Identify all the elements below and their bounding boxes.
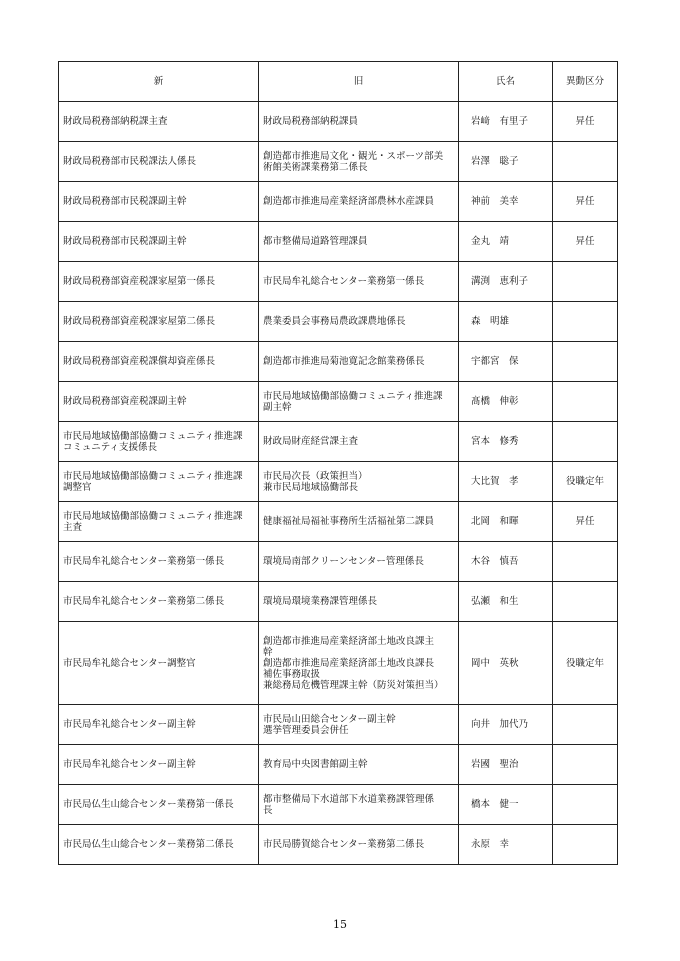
table-row — [59, 825, 618, 865]
cell-old — [259, 342, 459, 382]
cell-type: 昇任 — [553, 182, 618, 222]
cell-new — [59, 302, 259, 342]
header-old: 旧 — [259, 62, 459, 102]
cell-type: 昇任 — [553, 502, 618, 542]
cell-old — [259, 825, 459, 865]
cell-name: 岩澤 聡子 — [459, 142, 553, 182]
new-line: 調整官 — [63, 481, 92, 493]
cell-name: 岡中 英秋 — [459, 622, 553, 705]
cell-new — [59, 222, 259, 262]
cell-type — [553, 142, 618, 182]
table-row — [59, 582, 618, 622]
old-line: 創造都市推進局産業経済部土地改良課長 — [263, 657, 435, 669]
cell-name: 岩﨑 有里子 — [459, 102, 553, 142]
new-line: 市民局牟礼総合センター業務第一係長 — [63, 556, 225, 567]
cell-old — [259, 382, 459, 422]
cell-type: 役職定年 — [553, 622, 618, 705]
cell-new — [59, 102, 259, 142]
new-line: 財政局税務部市民税課法人係長 — [63, 156, 197, 167]
table-row — [59, 302, 618, 342]
old-line: 財政局財産経営課主査 — [263, 436, 359, 447]
old-line: 環境局南部クリーンセンター管理係長 — [263, 556, 424, 567]
old-line: 財政局税務部納税課員 — [263, 116, 359, 127]
cell-new — [59, 342, 259, 382]
old-line: 市民局地域協働部協働コミュニティ推進課 — [263, 390, 443, 402]
old-line: 兼市民局地域協働部長 — [263, 481, 359, 493]
new-line: 財政局税務部市民税課副主幹 — [63, 236, 187, 247]
new-line: 財政局税務部資産税課副主幹 — [63, 396, 187, 407]
cell-type: 昇任 — [553, 102, 618, 142]
old-line: 創造都市推進局文化・観光・スポーツ部美 — [263, 150, 444, 162]
cell-old — [259, 542, 459, 582]
cell-type — [553, 262, 618, 302]
old-line: 環境局環境業務課管理係長 — [263, 596, 378, 607]
new-line: 市民局地域協働部協働コミュニティ推進課 — [63, 430, 243, 442]
cell-new — [59, 622, 259, 705]
cell-type — [553, 785, 618, 825]
old-line: 兼総務局危機管理課主幹（防災対策担当） — [263, 679, 444, 691]
cell-type — [553, 745, 618, 785]
cell-name: 髙橋 伸彰 — [459, 382, 553, 422]
page-number: 15 — [333, 918, 347, 931]
cell-new — [59, 462, 259, 502]
cell-old — [259, 785, 459, 825]
old-line: 都市整備局下水道部下水道業務課管理係 — [263, 793, 435, 805]
new-line: 財政局税務部納税課主査 — [63, 116, 168, 127]
old-line: 健康福祉局福祉事務所生活福祉第二課員 — [263, 516, 435, 527]
cell-type — [553, 382, 618, 422]
old-line: 術館美術課業務第二係長 — [263, 161, 368, 173]
new-line: 財政局税務部資産税課家屋第二係長 — [63, 316, 216, 327]
cell-new — [59, 705, 259, 745]
cell-old — [259, 302, 459, 342]
cell-type — [553, 705, 618, 745]
cell-old — [259, 102, 459, 142]
header-name: 氏名 — [459, 62, 553, 102]
header-row — [59, 62, 618, 102]
new-line: コミュニティ支援係長 — [63, 441, 158, 453]
cell-type — [553, 302, 618, 342]
new-line: 主査 — [63, 521, 83, 533]
cell-name: 金丸 靖 — [459, 222, 553, 262]
table-header — [59, 62, 618, 102]
table-row — [59, 182, 618, 222]
cell-name: 橋本 健一 — [459, 785, 553, 825]
new-line: 市民局牟礼総合センター副主幹 — [63, 759, 196, 770]
new-line: 財政局税務部市民税課副主幹 — [63, 196, 187, 207]
new-line: 市民局仏生山総合センター業務第二係長 — [63, 839, 234, 850]
old-line: 市民局勝賀総合センター業務第二係長 — [263, 839, 425, 850]
table-row — [59, 622, 618, 705]
cell-old — [259, 262, 459, 302]
old-line: 創造都市推進局菊池寛記念館業務係長 — [263, 356, 425, 367]
old-line: 選挙管理委員会併任 — [263, 724, 349, 736]
table-body — [59, 102, 618, 865]
old-line: 市民局山田総合センター副主幹 — [263, 713, 396, 725]
table-row — [59, 382, 618, 422]
personnel-table — [58, 61, 618, 865]
cell-new — [59, 745, 259, 785]
table-row — [59, 222, 618, 262]
old-line: 長 — [263, 804, 273, 816]
old-line: 補佐事務取扱 — [263, 668, 321, 680]
cell-new — [59, 825, 259, 865]
cell-old — [259, 422, 459, 462]
new-line: 市民局牟礼総合センター調整官 — [63, 657, 196, 669]
cell-type: 役職定年 — [553, 462, 618, 502]
cell-name: 木谷 慎吾 — [459, 542, 553, 582]
table-row — [59, 142, 618, 182]
header-new: 新 — [59, 62, 259, 102]
old-line: 教育局中央図書館副主幹 — [263, 759, 368, 770]
table-row — [59, 342, 618, 382]
old-line: 創造都市推進局産業経済部土地改良課主 — [263, 635, 435, 647]
cell-new — [59, 582, 259, 622]
new-line: 市民局仏生山総合センター業務第一係長 — [63, 799, 234, 810]
cell-new — [59, 422, 259, 462]
cell-old — [259, 745, 459, 785]
table-row — [59, 422, 618, 462]
cell-new — [59, 542, 259, 582]
cell-new — [59, 502, 259, 542]
cell-new — [59, 182, 259, 222]
cell-name: 永原 幸 — [459, 825, 553, 865]
header-type: 異動区分 — [553, 62, 618, 102]
cell-type — [553, 542, 618, 582]
table-row — [59, 542, 618, 582]
cell-old — [259, 462, 459, 502]
cell-name: 岩國 聖治 — [459, 745, 553, 785]
cell-type: 昇任 — [553, 222, 618, 262]
new-line: 財政局税務部資産税課家屋第一係長 — [63, 276, 216, 287]
cell-old — [259, 705, 459, 745]
cell-type — [553, 422, 618, 462]
cell-new — [59, 382, 259, 422]
cell-name: 溝渕 恵利子 — [459, 262, 553, 302]
table-row — [59, 102, 618, 142]
cell-new — [59, 785, 259, 825]
cell-name: 神前 美幸 — [459, 182, 553, 222]
old-line: 幹 — [263, 646, 273, 658]
cell-name: 森 明雄 — [459, 302, 553, 342]
cell-old — [259, 582, 459, 622]
cell-old — [259, 222, 459, 262]
cell-type — [553, 825, 618, 865]
old-line: 創造都市推進局産業経済部農林水産課員 — [263, 196, 435, 207]
cell-old — [259, 182, 459, 222]
table-row — [59, 462, 618, 502]
old-line: 市民局次長（政策担当） — [263, 470, 368, 482]
table-row — [59, 705, 618, 745]
cell-name: 宮本 修秀 — [459, 422, 553, 462]
old-line: 市民局牟礼総合センター業務第一係長 — [263, 276, 425, 287]
cell-name: 北岡 和暉 — [459, 502, 553, 542]
old-line: 都市整備局道路管理課員 — [263, 236, 368, 247]
cell-name: 大比賀 孝 — [459, 462, 553, 502]
old-line: 副主幹 — [263, 401, 292, 413]
table-row — [59, 745, 618, 785]
new-line: 財政局税務部資産税課償却資産係長 — [63, 356, 216, 367]
new-line: 市民局牟礼総合センター副主幹 — [63, 719, 196, 730]
cell-name: 宇都宮 保 — [459, 342, 553, 382]
cell-type — [553, 582, 618, 622]
cell-type — [553, 342, 618, 382]
old-line: 農業委員会事務局農政課農地係長 — [263, 316, 406, 327]
new-line: 市民局牟礼総合センター業務第二係長 — [63, 596, 225, 607]
table-row — [59, 785, 618, 825]
table-row — [59, 262, 618, 302]
cell-name: 弘瀬 和生 — [459, 582, 553, 622]
table-row — [59, 502, 618, 542]
cell-new — [59, 262, 259, 302]
cell-old — [259, 142, 459, 182]
new-line: 市民局地域協働部協働コミュニティ推進課 — [63, 510, 243, 522]
cell-old — [259, 502, 459, 542]
cell-name: 向井 加代乃 — [459, 705, 553, 745]
new-line: 市民局地域協働部協働コミュニティ推進課 — [63, 470, 243, 482]
cell-old — [259, 622, 459, 705]
cell-new — [59, 142, 259, 182]
